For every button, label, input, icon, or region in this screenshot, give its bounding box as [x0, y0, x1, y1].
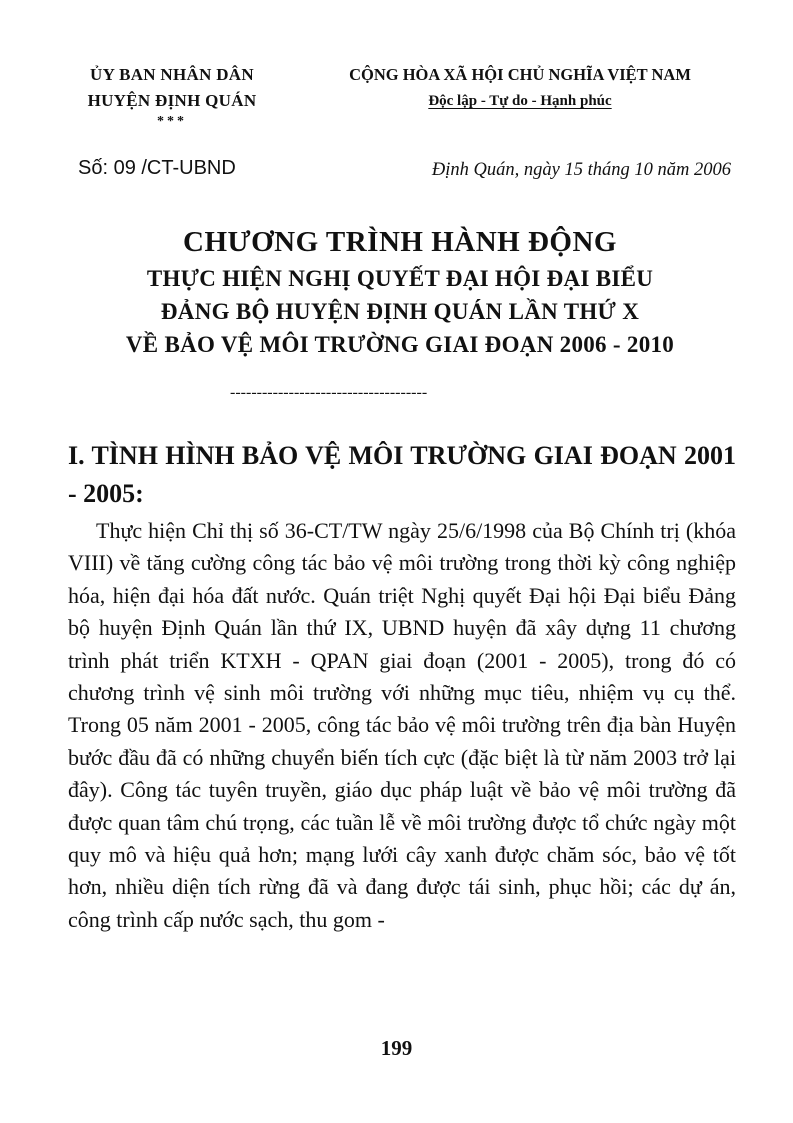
title-line-3: ĐẢNG BỘ HUYỆN ĐỊNH QUÁN LẦN THỨ X — [160, 299, 640, 324]
document-date: Định Quán, ngày 15 tháng 10 năm 2006 — [431, 160, 731, 180]
national-motto: Độc lập - Tự do - Hạnh phúc — [428, 93, 612, 109]
title-main: CHƯƠNG TRÌNH HÀNH ĐỘNG — [183, 226, 617, 258]
document-title — [60, 222, 740, 361]
agency-line-1: ỦY BAN NHÂN DÂN — [90, 65, 254, 84]
title-line-4: VỀ BẢO VỆ MÔI TRƯỜNG GIAI ĐOẠN 2006 - 2010 — [125, 332, 675, 357]
nation-line: CỘNG HÒA XÃ HỘI CHỦ NGHĨA VIỆT NAM — [349, 65, 691, 84]
body-paragraph: Thực hiện Chỉ thị số 36-CT/TW ngày 25/6/1998 của Bộ Chính trị (khóa VIII) về tăng cường công tác bảo vệ môi trường trong thời kỳ công nghiệp hóa, hiện đại hóa đất nước. Quán triệt Nghị quyết Đại hội Đại biểu Đảng bộ huyện Định Quán lần thứ IX, UBND huyện đã xây dựng 11 chương trình phát triển KTXH - QPAN giai đoạn (2001 - 2005), trong đó có chương trình vệ sinh môi trường với những mục tiêu, nhiệm vụ cụ thể. Trong 05 năm 2001 - 2005, công tác bảo vệ môi trường trên địa bàn Huyện bước đầu đã có những chuyển biến tích cực (đặc biệt là từ năm 2003 trở lại đây). Công tác tuyên truyền, giáo dục pháp luật về bảo vệ môi trường đã được quan tâm chú trọng, các tuần lễ về môi trường được tổ chức ngày một quy mô và hiệu quả hơn; mạng lưới cây xanh được chăm sóc, bảo vệ tốt hơn, nhiều diện tích rừng đã và đang được tái sinh, phục hồi; các dự án, công trình cấp nước sạch, thu gom - — [68, 518, 736, 932]
title-line-2: THỰC HIỆN NGHỊ QUYẾT ĐẠI HỘI ĐẠI BIỂU — [146, 266, 654, 291]
title-divider: ------------------------------------- — [230, 384, 428, 401]
agency-line-2: HUYỆN ĐỊNH QUÁN — [87, 91, 257, 110]
page-number: 199 — [380, 1036, 413, 1060]
agency-stars: *** — [157, 114, 187, 129]
document-number: Số: 09 /CT-UBND — [78, 157, 236, 179]
section-heading: I. TÌNH HÌNH BẢO VỆ MÔI TRƯỜNG GIAI ĐOẠN 2001 - 2005: — [68, 441, 736, 508]
issuing-agency — [52, 62, 292, 130]
national-header — [300, 62, 740, 114]
